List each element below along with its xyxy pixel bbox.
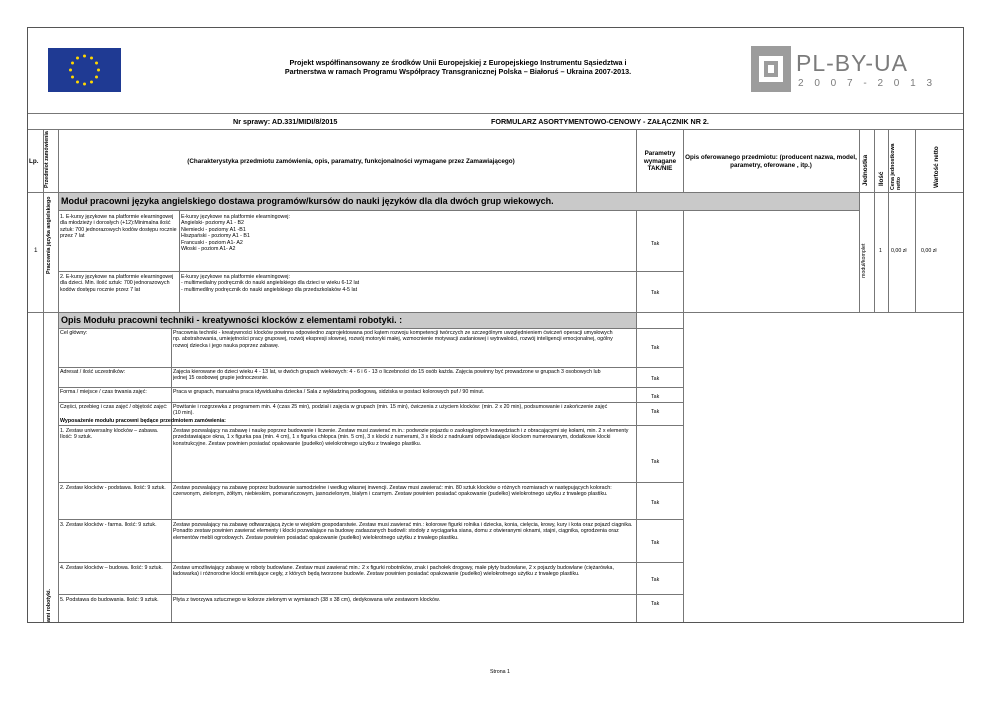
section1-price: 0,00 zł (891, 248, 907, 254)
s2-row3-name: Forma / miejsce / czas trwania zajęć: (60, 389, 147, 395)
item3-desc: Zestaw pozwalający na zabawę odtwarzającą życie w wiejskim gospodarstwie. Zestaw musi zawierać min.: kolorowe figurki rolnika i dziecka, konia, cielęcia, krowy, kury i kota oraz pojazd ciągnika. Ponadto zestaw powinien zawierać elementy i klocki pozwalające na budowę zadaszanych budowli: stodoły z wyciągarka siana, domu z otwieranymi oknami, stajni, ciągnika, ogrodzenia oraz elementów mebli ogrodowych. Zestaw powinien posiadać opakowanie (pudełko) wielokrotnego użytku z trwałego plastiku. (173, 522, 633, 541)
s2-row2-name: Adresat / ilość uczestników: (60, 369, 126, 375)
item4-param: Tak (651, 577, 660, 583)
item5-name: 5. Podstawa do budowania. Ilość: 9 sztuk. (60, 597, 159, 603)
section1-lp: 1 (34, 247, 38, 254)
item4-desc: Zestaw umożliwiający zabawę w roboty budowlane. Zestaw musi zawierać min.: 2 x figurki robotników, znak i pachołek drogowy, małe płyty budowlane, 2 x pojazdy budowlane (ciężarówka, ładowarka) i różnorodne klocki emitujące cegły, z których będą tworzone budowle. Zestaw powinien posiadać opakowanie (pudełko) wielokrotnego użytku z trwałego plastiku. (173, 565, 614, 578)
s2-row4-desc: Powitanie i rozgrzewka z programem min. 4 (czas 25 min), podział i zajęcia w grupach (min. 15 min), ćwiczenia z użyciem klocków: (min. 2 x 20 min), podsumowanie i zakończenie zajęć (10 min). (173, 404, 608, 417)
project-title: Projekt współfinansowany ze środków Unii Europejskiej z Europejskiego Instrumentu Sąsiedztwa i Partnerstwa w ramach Programu Współpracy Transgranicznej Polska – Białoruś – Ukraina 2007-2013. (284, 58, 632, 76)
col-qty: Ilość (878, 171, 885, 186)
col-subject: Przedmiot zamówienia (44, 131, 50, 188)
section1-heading-bar (59, 193, 859, 210)
s1-row2-param: Tak (651, 290, 660, 296)
s2-row4-param: Tak (651, 409, 660, 415)
col-unit-price: Cena jednostkowa netto (890, 143, 903, 190)
section2-subject: ami robotyki. (46, 589, 52, 622)
item1-desc: Zestaw pozwalający na zabawę i naukę poprzez budowanie i liczenie. Zestaw musi zawierać m.in.: podwozie pojazdu o zaokrąglonych krawędziach i z obracającymi się kołami, min. 2 x elementy przedstawiające okna, 1 x figurka psa (min. 4 cm), 1 x figurka chłopca (min. 5 cm), 3 x klocki z numerami, 3 x klocki z nadrukami odpowiadające klockom numerowanym, dodatkowe klocki konstrukcyjne. Zestaw powinien posiadać opakowanie (pudełko) wielokrotnego użytku z trwałego plastiku. (173, 428, 629, 447)
s2-row2-param: Tak (651, 376, 660, 382)
col-unit: Jednostka (862, 154, 869, 186)
item5-param: Tak (651, 601, 660, 607)
s1-row1-name: 1. E-kursy językowe na platformie elearningowej dla młodzieży i dorosłych (+12):Minimalna ilość sztuk: 700 jednorazowych kodów dostępu rocznie przez 7 lat (60, 214, 177, 240)
section1-qty: 1 (879, 248, 882, 254)
item2-desc: Zestaw pozwalający na zabawę poprzez budowanie samodzielne i według własnej inwencji. Zestaw musi zawierać: min. 80 sztuk klocków o różnych rozmiarach w następujących kolorach: czerwonym, zielonym, żółtym, niebieskim, pomarańczowym, jasnozielonym, białym i czarnym. Zestaw powinien posiadać opakowanie (pudełko) wielokrotnego użytku z trwałego plastiku. (173, 485, 612, 498)
eu-flag-logo (48, 48, 121, 92)
section2-heading: Opis Modułu pracowni techniki - kreatywności klocków z elementami robotyki. : (61, 315, 403, 325)
program-logo-icon (751, 46, 791, 92)
logo-years: 2 0 0 7 - 2 0 1 3 (798, 78, 937, 89)
item4-name: 4. Zestaw klocków – budowa. Ilość: 9 sztuk. (60, 565, 163, 571)
s1-row2-desc: E-kursy językowe na platformie elearningowej: - multimedialny podręcznik do nauki angielskiego dla dzieci w wieku 6-12 lat - multimedilny podręcznik do nauki angielskiego dla przedszkolaków 4-5 lat (181, 274, 360, 293)
page-number: Strona 1 (489, 669, 511, 675)
s1-row1-param: Tak (651, 241, 660, 247)
col-net-value: Wartość netto (933, 146, 940, 188)
logo-text: PL-BY-UA (796, 50, 908, 76)
page-frame (27, 27, 964, 623)
case-number: Nr sprawy: AD.331/MIDI/8/2015 (233, 117, 338, 126)
s1-row2-name: 2. E-kursy językowe na platformie elearningowej dla dzieci. Min. ilość sztuk: 700 jednorazowych kodów dostępu rocznie przez 7 lat (60, 274, 174, 293)
item3-param: Tak (651, 540, 660, 546)
section1-subject: Pracownia języka angielskiego (46, 196, 52, 274)
item1-name: 1. Zestaw uniwersalny klocków – zabawa. Ilość: 9 sztuk. (60, 428, 159, 441)
item5-desc: Płyta z tworzywa sztucznego w kolorze zielonym w wymiarach (38 x 38 cm), dedykowana w/w zestawom klocków. (173, 597, 440, 603)
s2-row2-desc: Zajęcia kierowane do dzieci wieku 4 - 13 lat, w dwóch grupach wiekowych: 4 - 6 i 6 - 13 o liczebności do 15 osób każda. Zajęcia powinny być prowadzone w grupach 3 osobowych lub jednej 15 osobowej grupie jednoczesnie. (173, 369, 601, 382)
s2-row3-param: Tak (651, 394, 660, 400)
s2-row3-desc: Praca w grupach, manualna praca idywidualna dziecka / Sala z wykładziną podłogową, sidziska w postaci kolorowych puf / 90 minut. (173, 389, 485, 395)
col-offered: Opis oferowanego przedmiotu: (producent nazwa, model, parametry, oferowane , itp.) (685, 154, 857, 169)
s2-row4-name: Części, przebieg i czas zajęć / objętość zajęć: (60, 404, 168, 410)
col-lp: Lp. (29, 158, 39, 165)
section1-value: 0,00 zł (921, 248, 937, 254)
section1-unit: moduł/komplet (861, 243, 867, 278)
s1-row1-desc: E-kursy językowe na platformie elearningowej: Angielski- poziomy A1 - B2 Niemiecki - poziomy A1 -B1 Hiszpański - poziomy A1 - B1 Francuski - poziom A1- A2 Włoski - poziom A1- A2 (181, 214, 290, 253)
s2-row1-name: Cel główny: (60, 330, 88, 336)
col-characteristics: (Charakterystyka przedmiotu zamówienia, opis, paramatry, funkcjonalności wymagane przez Zamawiającego) (187, 158, 515, 165)
item2-name: 2. Zestaw klocków - podstawa. Ilość: 9 sztuk. (60, 485, 166, 491)
section1-heading: Moduł pracowni języka angielskiego dostawa programów/kursów do nauki języków dla dla dwóch grup wiekowych. (61, 196, 554, 206)
equipment-heading: Wyposażenie modułu pracowni będące przedmiotem zamówienia: (60, 418, 226, 424)
form-title: FORMULARZ ASORTYMENTOWO-CENOWY - ZAŁĄCZNIK NR 2. (491, 117, 709, 126)
item1-param: Tak (651, 459, 660, 465)
section2-heading-bar (59, 313, 636, 328)
s2-row1-param: Tak (651, 345, 660, 351)
item3-name: 3. Zestaw klocków - farma. Ilość: 9 sztuk. (60, 522, 157, 528)
col-params: Parametry wymagane TAK/NIE (643, 150, 677, 173)
s2-row1-desc: Pracownia techniki - kreatywności klocków powinna odpowiedno zaprojektowana pod kątem rozwoju kompetencji twórczych ze szczególnym uwzględnieniem ćwiczeń operacji umysłowych np. abstrahowania, umiejętności pracy grupowej, rozwój ekspresji słownej, rozwój motoryki małej, wzmocnienie motywacji zadaniowej i wytrwałości, rozwój inteligencji emocjonalnej, ogólny rozwoj dziecka i jego nauka poprzez zabawę. (173, 330, 613, 349)
item2-param: Tak (651, 500, 660, 506)
